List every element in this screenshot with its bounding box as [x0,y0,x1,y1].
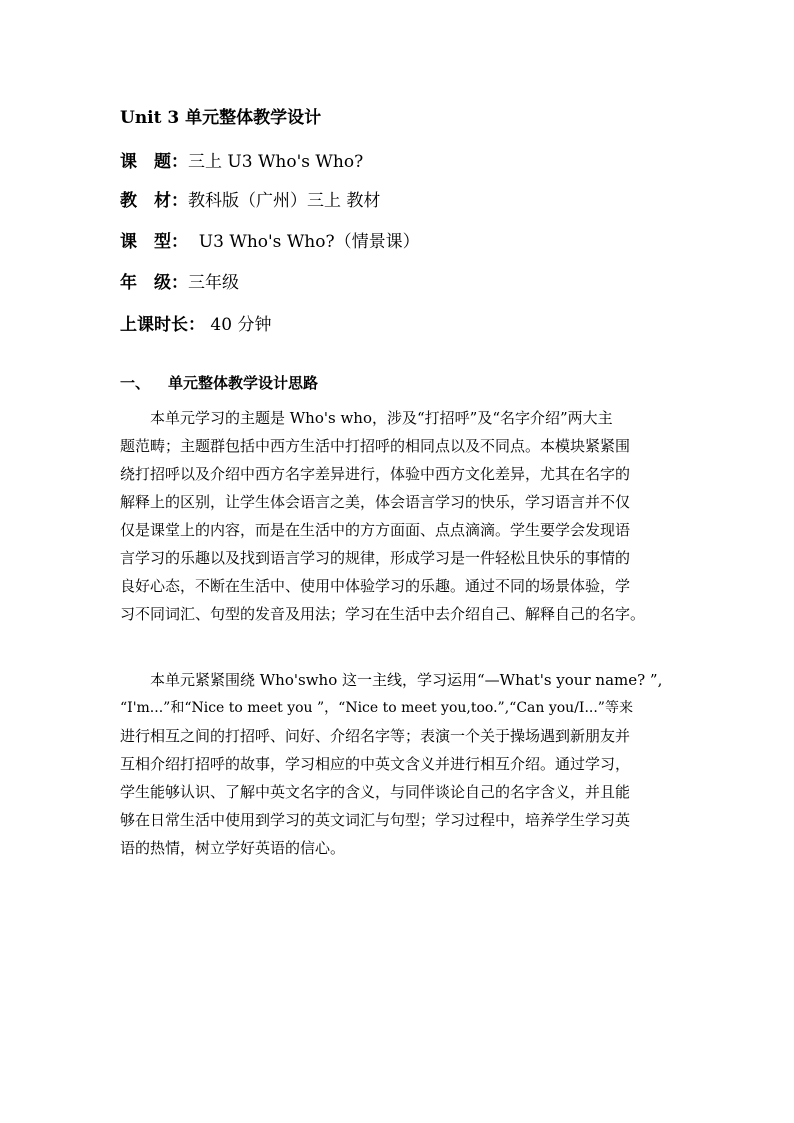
paragraph-line: 语的热情，树立学好英语的信心。 [120,839,346,857]
paragraph-line: 绕打招呼以及介绍中西方名字差异进行，体验中西方文化差异，尤其在名字的 [120,465,631,483]
section-number: 一、 [120,374,151,392]
paragraph-line: 进行相互之间的打招呼、问好、介绍名字等；表演一个关于操场遇到新朋友并 [120,727,631,745]
meta-row-grade [120,271,239,295]
document-title: Unit 3 单元整体教学设计 [120,108,322,128]
meta-label-lesson-type: 课 型： [120,232,188,252]
section-heading-text: 单元整体教学设计思路 [168,374,319,392]
paragraph-line: “I'm...”和“Nice to meet you ”，“Nice to meet you,too.”,“Can you/I...”等来 [120,700,633,716]
meta-row-topic [120,150,363,174]
paragraph-line: 解释上的区别，让学生体会语言之美，体会语言学习的快乐，学习语言并不仅 [120,493,631,511]
paragraph-line: 互相介绍打招呼的故事，学习相应的中英文含义并进行相互介绍。通过学习， [120,755,631,773]
paragraph-line: 仅是课堂上的内容，而是在生活中的方方面面、点点滴滴。学生要学会发现语 [120,521,631,539]
meta-label-duration: 上课时长： [120,315,205,335]
paragraph-line: 本单元学习的主题是 Who's who，涉及“打招呼”及“名字介绍”两大主 [120,409,613,427]
meta-value-topic: 三上 U3 Who's Who? [188,152,364,172]
paragraph-2 [120,666,680,862]
meta-label-grade: 年 级： [120,273,188,293]
section-heading [120,372,318,394]
meta-row-textbook [120,189,380,213]
meta-value-lesson-type: U3 Who's Who?（情景课） [188,232,420,252]
paragraph-line: 够在日常生活中使用到学习的英文词汇与句型；学习过程中，培养学生学习英 [120,811,631,829]
meta-row-lesson-type [120,230,420,254]
paragraph-line: 题范畴；主题群包括中西方生活中打招呼的相同点以及不同点。本模块紧紧围 [120,437,631,455]
paragraph-line: 习不同词汇、句型的发音及用法；学习在生活中去介绍自己、解释自己的名字。 [120,605,646,623]
paragraph-line: 言学习的乐趣以及找到语言学习的规律，形成学习是一件轻松且快乐的事情的 [120,549,631,567]
meta-value-grade: 三年级 [188,273,239,293]
meta-row-duration [120,313,271,337]
paragraph-line: 学生能够认识、了解中英文名字的含义，与同伴谈论自己的名字含义，并且能 [120,783,631,801]
meta-value-textbook: 教科版（广州）三上 教材 [188,191,381,211]
meta-value-duration: 40 分钟 [205,315,272,335]
meta-label-textbook: 教 材： [120,191,188,211]
paragraph-line: 本单元紧紧围绕 Who'swho 这一主线，学习运用“—What's your name? ”, [120,671,663,689]
meta-label-topic: 课 题： [120,152,188,172]
paragraph-1 [120,404,680,628]
paragraph-line: 良好心态，不断在生活中、使用中体验学习的乐趣。通过不同的场景体验，学 [120,577,631,595]
